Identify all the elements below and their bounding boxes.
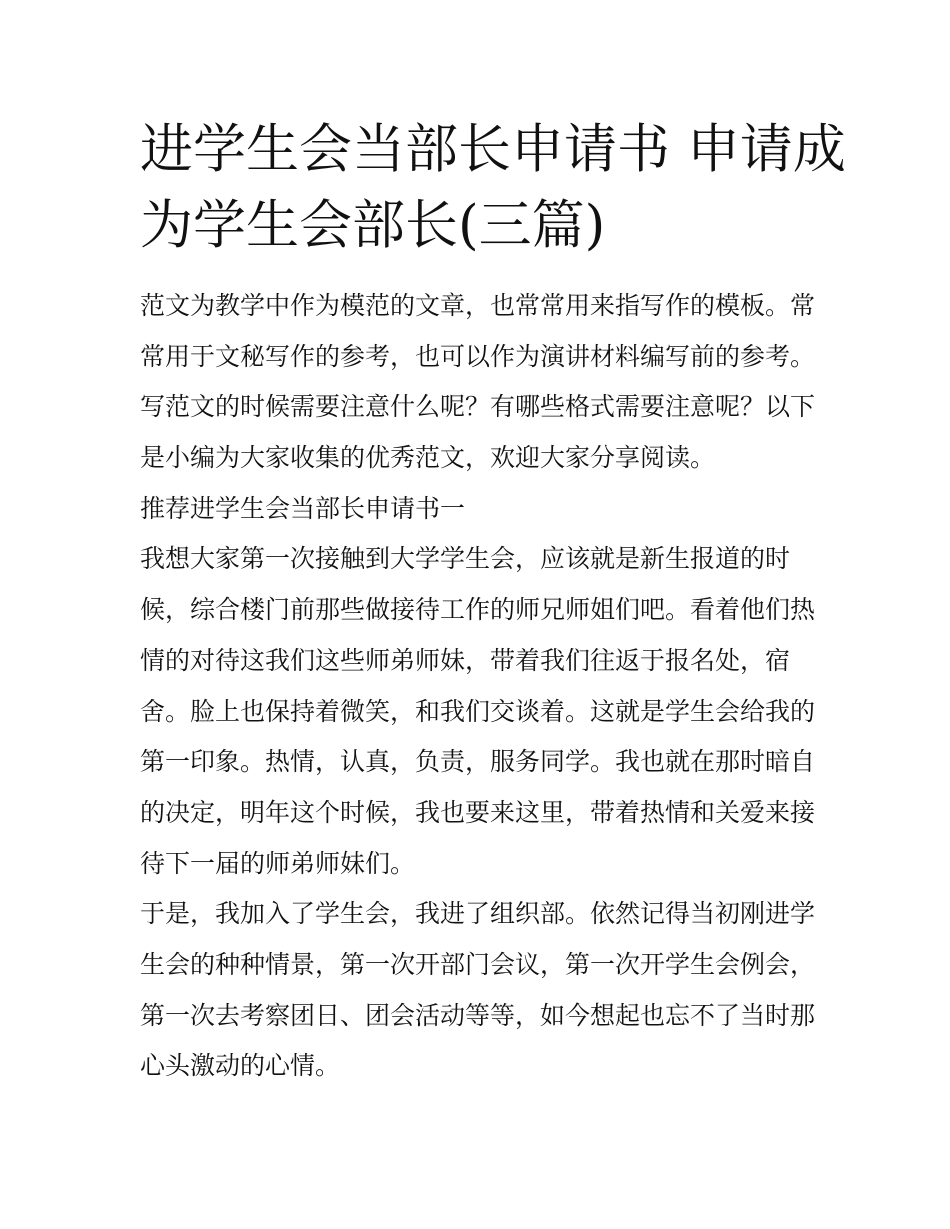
paragraph-line: 舍。脸上也保持着微笑，和我们交谈着。这就是学生会给我的 [140, 696, 816, 726]
document-title [140, 112, 846, 264]
intro-line: 是小编为大家收集的优秀范文，欢迎大家分享阅读。 [140, 443, 716, 473]
intro-line: 写范文的时候需要注意什么呢？有哪些格式需要注意呢？以下 [140, 392, 816, 422]
title-line: 为学生会部长(三篇) [140, 195, 606, 256]
paragraph-line: 心头激动的心情。 [140, 1051, 341, 1081]
paragraph-line: 情的对待这我们这些师弟师妹，带着我们往返于报名处，宿 [140, 645, 791, 675]
intro-line: 常用于文秘写作的参考，也可以作为演讲材料编写前的参考。 [140, 341, 816, 371]
paragraph-line: 第一印象。热情，认真，负责，服务同学。我也就在那时暗自 [140, 747, 816, 777]
paragraph-line: 候，综合楼门前那些做接待工作的师兄师姐们吧。看着他们热 [140, 595, 816, 625]
paragraph-line: 我想大家第一次接触到大学学生会，应该就是新生报道的时 [140, 544, 791, 574]
paragraph-line: 于是，我加入了学生会，我进了组织部。依然记得当初刚进学 [140, 899, 816, 929]
title-line: 进学生会当部长申请书 申请成 [140, 119, 846, 180]
section-heading: 推荐进学生会当部长申请书一 [140, 493, 466, 523]
paragraph-line: 待下一届的师弟师妹们。 [140, 848, 416, 878]
document-content [140, 112, 846, 1092]
paragraph-line: 的决定，明年这个时候，我也要来这里，带着热情和关爱来接 [140, 797, 816, 827]
document-body [140, 281, 815, 1092]
intro-line: 范文为教学中作为模范的文章，也常常用来指写作的模板。常 [140, 291, 816, 320]
paragraph-line: 第一次去考察团日、团会活动等等，如今想起也忘不了当时那 [140, 1000, 816, 1030]
paragraph-line: 生会的种种情景，第一次开部门会议，第一次开学生会例会， [140, 949, 816, 979]
